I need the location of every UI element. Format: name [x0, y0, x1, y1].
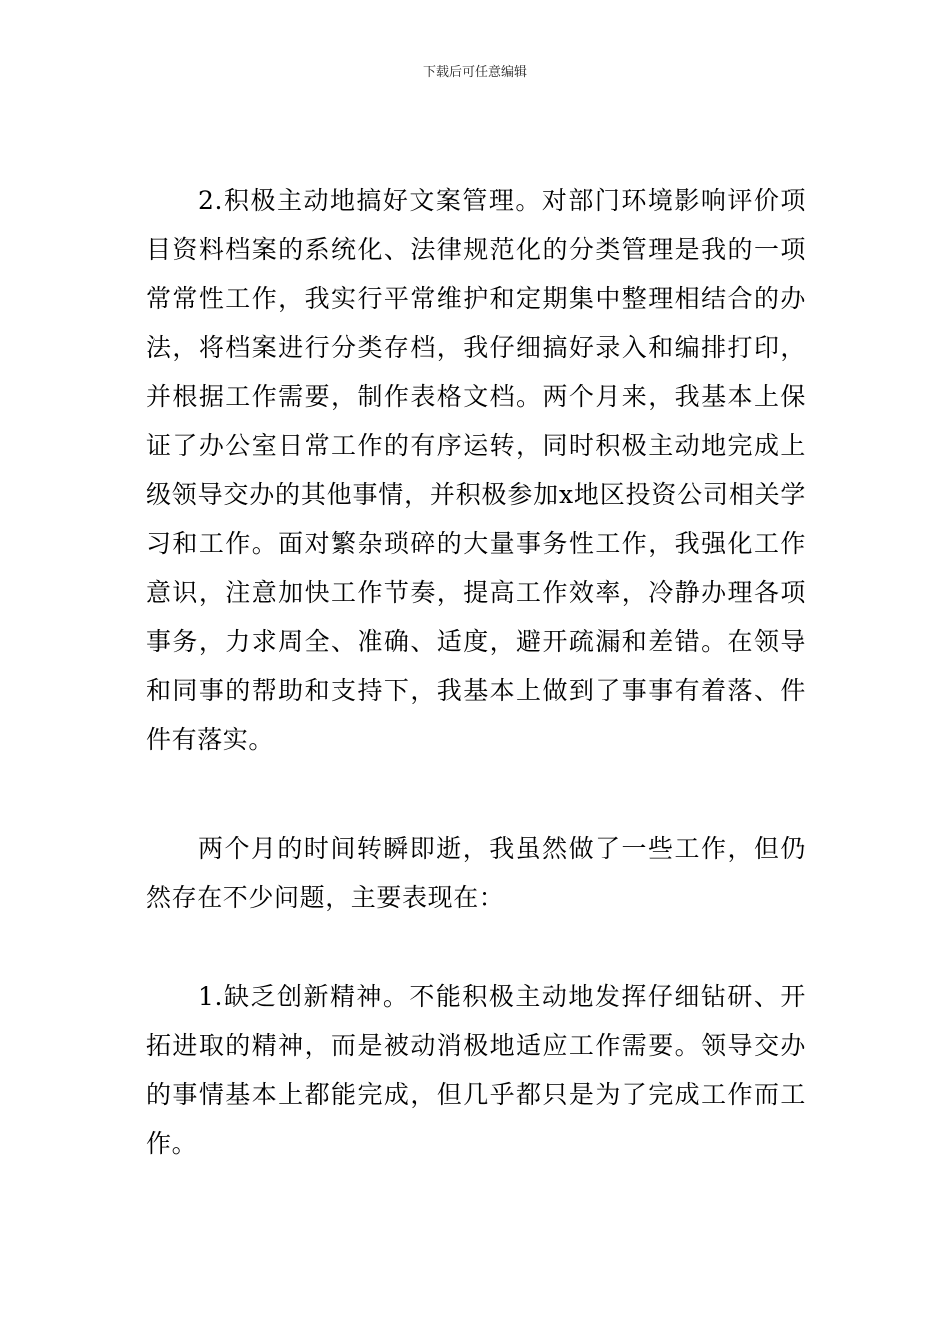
paragraph-archive-management	[146, 176, 806, 764]
paragraph-text: 2.积极主动地搞好文案管理。对部门环境影响评价项目资料档案的系统化、法律规范化的分类管理是我的一项常常性工作，我实行平常维护和定期集中整理相结合的办法，将档案进行分类存档，我仔细搞好录入和编排打印，并根据工作需要，制作表格文档。两个月来，我基本上保证了办公室日常工作的有序运转，同时积极主动地完成上级领导交办的其他事情，并积极参加x地区投资公司相关学习和工作。面对繁杂琐碎的大量事务性工作，我强化工作意识，注意加快工作节奏，提高工作效率，冷静办理各项事务，力求周全、准确、适度，避开疏漏和差错。在领导和同事的帮助和支持下，我基本上做到了事事有着落、件件有落实。	[146, 186, 806, 754]
paragraph-text: 两个月的时间转瞬即逝，我虽然做了一些工作，但仍然存在不少问题，主要表现在：	[146, 834, 806, 912]
paragraph-lack-of-innovation	[146, 972, 806, 1168]
paragraph-problems-intro	[146, 824, 806, 922]
page-header-note: 下载后可任意编辑	[422, 65, 527, 80]
paragraph-text: 1.缺乏创新精神。不能积极主动地发挥仔细钻研、开拓进取的精神，而是被动消极地适应工作需要。领导交办的事情基本上都能完成，但几乎都只是为了完成工作而工作。	[146, 982, 806, 1158]
